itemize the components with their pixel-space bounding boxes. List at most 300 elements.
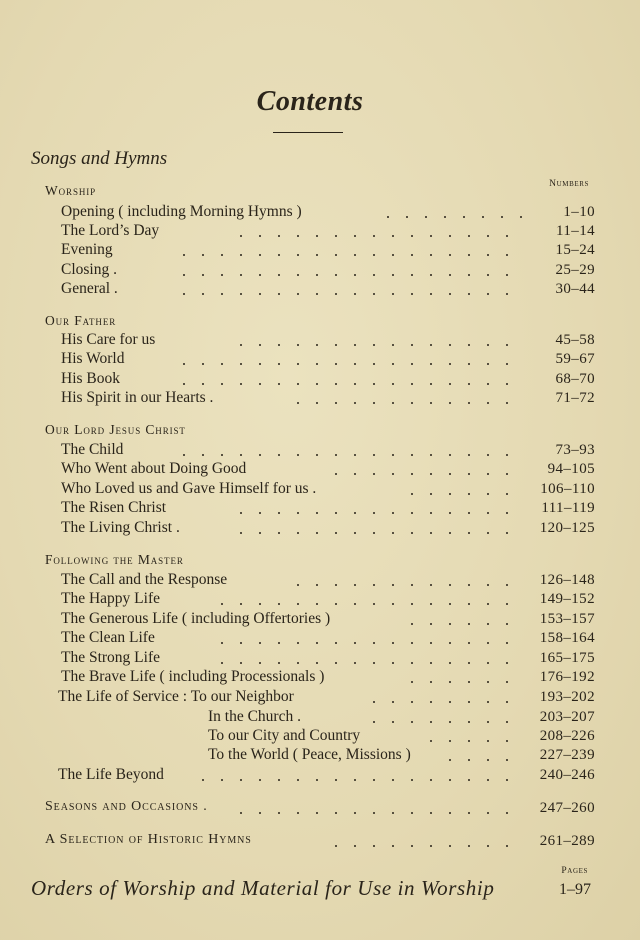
entry-label: The Life Beyond bbox=[58, 766, 164, 783]
leader-dot bbox=[392, 402, 394, 404]
toc-entry bbox=[45, 649, 595, 669]
leader-dot bbox=[278, 383, 280, 385]
entry-label: General . bbox=[61, 280, 118, 297]
leader-dot bbox=[392, 454, 394, 456]
leader-dot bbox=[240, 512, 242, 514]
entry-label: Who Loved us and Gave Himself for us . bbox=[61, 480, 317, 497]
toc-entry bbox=[45, 519, 595, 539]
entry-label: The Strong Life bbox=[61, 649, 161, 666]
leader-dot bbox=[278, 662, 280, 664]
leader-dot bbox=[487, 701, 489, 703]
leader-dot bbox=[221, 603, 223, 605]
leader-dot bbox=[259, 454, 261, 456]
leader-dot bbox=[430, 254, 432, 256]
leader-dot bbox=[430, 293, 432, 295]
leader-dot bbox=[297, 642, 299, 644]
leader-dot bbox=[430, 512, 432, 514]
leader-dot bbox=[449, 402, 451, 404]
leader-dot bbox=[449, 812, 451, 814]
toc-entry bbox=[45, 350, 595, 370]
leader-dot bbox=[335, 363, 337, 365]
leader-dot bbox=[259, 779, 261, 781]
leader-dot bbox=[316, 344, 318, 346]
leader-dot bbox=[240, 812, 242, 814]
leader-dot bbox=[373, 293, 375, 295]
leader-dot bbox=[449, 681, 451, 683]
leader-dot bbox=[392, 721, 394, 723]
leader-dot bbox=[506, 493, 508, 495]
leader-dot bbox=[449, 473, 451, 475]
entry-label: Who Went about Doing Good bbox=[61, 460, 247, 477]
leader-dot bbox=[259, 512, 261, 514]
leader-dot bbox=[506, 603, 508, 605]
leader-dot bbox=[411, 681, 413, 683]
leader-dot bbox=[487, 454, 489, 456]
leader-dot bbox=[335, 293, 337, 295]
leader-dot bbox=[392, 642, 394, 644]
entry-range: 111–119 bbox=[541, 500, 595, 516]
leader-dot bbox=[259, 293, 261, 295]
leader-dot bbox=[316, 254, 318, 256]
leader-dot bbox=[487, 759, 489, 761]
leader-dot bbox=[259, 662, 261, 664]
leader-dot bbox=[354, 274, 356, 276]
leader-dot bbox=[354, 363, 356, 365]
leader-dot bbox=[316, 363, 318, 365]
toc-entry bbox=[45, 261, 595, 281]
leader-dot bbox=[297, 532, 299, 534]
entry-range: 153–157 bbox=[539, 611, 595, 627]
leader-dot bbox=[506, 701, 508, 703]
leader-dot bbox=[430, 642, 432, 644]
leader-dot bbox=[411, 363, 413, 365]
leader-dot bbox=[278, 454, 280, 456]
leader-dot bbox=[354, 402, 356, 404]
leader-dot bbox=[506, 759, 508, 761]
leader-dot bbox=[430, 383, 432, 385]
leader-dot bbox=[449, 344, 451, 346]
leader-dot bbox=[297, 512, 299, 514]
leader-dot bbox=[411, 779, 413, 781]
leader-dot bbox=[487, 740, 489, 742]
leader-dot bbox=[506, 473, 508, 475]
group-heading-our-lord-jesus-christ: Our Lord Jesus Christ bbox=[45, 422, 186, 437]
page-title: Contents bbox=[256, 86, 364, 117]
leader-dot bbox=[392, 363, 394, 365]
leader-dot bbox=[316, 402, 318, 404]
leader-dot bbox=[487, 293, 489, 295]
leader-dot bbox=[240, 293, 242, 295]
leader-dot bbox=[425, 216, 427, 218]
leader-dot bbox=[468, 812, 470, 814]
entry-label: The Brave Life ( including Processionals ) bbox=[61, 668, 325, 685]
footer-title: Orders of Worship and Material for Use in Worship bbox=[31, 876, 495, 900]
leader-dot bbox=[430, 493, 432, 495]
entry-range: 1–10 bbox=[563, 204, 595, 220]
leader-dot bbox=[468, 454, 470, 456]
leader-dot bbox=[506, 740, 508, 742]
leader-dot bbox=[468, 532, 470, 534]
section-title: Songs and Hymns bbox=[31, 148, 168, 169]
leader-dot bbox=[297, 402, 299, 404]
leader-dot bbox=[297, 603, 299, 605]
leader-dot bbox=[411, 512, 413, 514]
leader-dot bbox=[411, 293, 413, 295]
leader-dot bbox=[487, 402, 489, 404]
leader-dot bbox=[392, 254, 394, 256]
leader-dot bbox=[411, 603, 413, 605]
leader-dot bbox=[183, 254, 185, 256]
leader-dot bbox=[392, 512, 394, 514]
entry-label: The Life of Service : To our Neighbor bbox=[58, 688, 294, 705]
leader-dot bbox=[506, 344, 508, 346]
toc-entry bbox=[45, 708, 595, 728]
leader-dot bbox=[354, 383, 356, 385]
leader-dot bbox=[430, 779, 432, 781]
leader-dot bbox=[278, 293, 280, 295]
toc-entry bbox=[45, 370, 595, 390]
entry-label: Seasons and Occasions . bbox=[45, 799, 208, 814]
leader-dot bbox=[297, 363, 299, 365]
leader-dot bbox=[240, 662, 242, 664]
leader-dot bbox=[335, 254, 337, 256]
leader-dot bbox=[297, 235, 299, 237]
leader-dot bbox=[449, 721, 451, 723]
leader-dot bbox=[202, 293, 204, 295]
entry-label: The Happy Life bbox=[61, 590, 160, 607]
leader-dot bbox=[430, 812, 432, 814]
entry-range: 158–164 bbox=[539, 630, 595, 646]
leader-dot bbox=[449, 532, 451, 534]
leader-dot bbox=[487, 473, 489, 475]
leader-dot bbox=[202, 363, 204, 365]
leader-dot bbox=[373, 473, 375, 475]
toc-entry bbox=[45, 280, 595, 300]
leader-dot bbox=[392, 584, 394, 586]
leader-dot bbox=[221, 642, 223, 644]
leader-dot bbox=[468, 293, 470, 295]
leader-dot bbox=[487, 383, 489, 385]
toc-entry bbox=[45, 766, 595, 786]
leader-dot bbox=[411, 383, 413, 385]
leader-dot bbox=[354, 779, 356, 781]
group-heading-worship: Worship bbox=[45, 183, 97, 198]
entry-label: To the World ( Peace, Missions ) bbox=[208, 746, 411, 763]
leader-dot bbox=[278, 363, 280, 365]
leader-dot bbox=[506, 623, 508, 625]
leader-dot bbox=[449, 493, 451, 495]
leader-dot bbox=[373, 603, 375, 605]
leader-dot bbox=[335, 512, 337, 514]
leader-dot bbox=[335, 454, 337, 456]
leader-dot bbox=[506, 681, 508, 683]
leader-dot bbox=[240, 532, 242, 534]
entry-label: The Lord’s Day bbox=[61, 222, 160, 239]
leader-dot bbox=[449, 740, 451, 742]
leader-dot bbox=[430, 662, 432, 664]
leader-dot bbox=[335, 812, 337, 814]
leader-dot bbox=[506, 454, 508, 456]
leader-dot bbox=[354, 512, 356, 514]
leader-dot bbox=[297, 584, 299, 586]
leader-dot bbox=[354, 254, 356, 256]
leader-dot bbox=[468, 473, 470, 475]
leader-dot bbox=[468, 845, 470, 847]
leader-dot bbox=[449, 454, 451, 456]
leader-dot bbox=[449, 512, 451, 514]
group-heading-our-father: Our Father bbox=[45, 313, 117, 328]
pages-column-label: Pages bbox=[561, 866, 588, 876]
leader-dot bbox=[487, 845, 489, 847]
leader-dot bbox=[506, 254, 508, 256]
leader-dot bbox=[449, 662, 451, 664]
leader-dot bbox=[468, 344, 470, 346]
leader-dot bbox=[316, 642, 318, 644]
entry-range: 126–148 bbox=[539, 572, 595, 588]
leader-dot bbox=[487, 363, 489, 365]
leader-dot bbox=[392, 293, 394, 295]
leader-dot bbox=[449, 701, 451, 703]
leader-dot bbox=[430, 701, 432, 703]
leader-dot bbox=[373, 584, 375, 586]
leader-dot bbox=[297, 254, 299, 256]
leader-dot bbox=[316, 603, 318, 605]
entry-label: The Living Christ . bbox=[61, 519, 180, 536]
leader-dot bbox=[406, 216, 408, 218]
leader-dot bbox=[392, 812, 394, 814]
leader-dot bbox=[506, 845, 508, 847]
leader-dot bbox=[487, 235, 489, 237]
leader-dot bbox=[430, 681, 432, 683]
leader-dot bbox=[373, 402, 375, 404]
entry-range: 165–175 bbox=[539, 650, 595, 666]
leader-dot bbox=[430, 363, 432, 365]
toc-entry bbox=[45, 688, 595, 708]
leader-dot bbox=[278, 532, 280, 534]
leader-dot bbox=[392, 383, 394, 385]
entry-label: The Clean Life bbox=[61, 629, 155, 646]
entry-range: 45–58 bbox=[555, 332, 595, 348]
toc-entry bbox=[45, 441, 595, 461]
leader-dot bbox=[297, 383, 299, 385]
leader-dot bbox=[449, 584, 451, 586]
leader-dot bbox=[297, 779, 299, 781]
leader-dot bbox=[259, 532, 261, 534]
entry-range: 71–72 bbox=[555, 390, 595, 406]
leader-dot bbox=[430, 454, 432, 456]
leader-dot bbox=[202, 383, 204, 385]
leader-dot bbox=[411, 623, 413, 625]
leader-dot bbox=[316, 274, 318, 276]
leader-dot bbox=[449, 642, 451, 644]
entry-label: The Child bbox=[61, 441, 124, 458]
leader-dot bbox=[354, 603, 356, 605]
leader-dot bbox=[449, 779, 451, 781]
leader-dot bbox=[520, 216, 522, 218]
entry-label: His World bbox=[61, 350, 125, 367]
leader-dot bbox=[316, 512, 318, 514]
leader-dot bbox=[354, 293, 356, 295]
leader-dot bbox=[202, 274, 204, 276]
leader-dot bbox=[430, 532, 432, 534]
leader-dot bbox=[240, 603, 242, 605]
leader-dot bbox=[449, 383, 451, 385]
entry-range: 227–239 bbox=[539, 747, 595, 763]
leader-dot bbox=[297, 454, 299, 456]
leader-dot bbox=[468, 603, 470, 605]
toc-entry bbox=[45, 832, 595, 852]
leader-dot bbox=[259, 383, 261, 385]
leader-dot bbox=[506, 402, 508, 404]
leader-dot bbox=[506, 363, 508, 365]
leader-dot bbox=[335, 642, 337, 644]
leader-dot bbox=[259, 235, 261, 237]
leader-dot bbox=[430, 721, 432, 723]
leader-dot bbox=[278, 274, 280, 276]
leader-dot bbox=[468, 254, 470, 256]
leader-dot bbox=[183, 383, 185, 385]
leader-dot bbox=[354, 454, 356, 456]
leader-dot bbox=[468, 701, 470, 703]
toc-entry bbox=[45, 590, 595, 610]
leader-dot bbox=[240, 363, 242, 365]
leader-dot bbox=[354, 532, 356, 534]
leader-dot bbox=[449, 293, 451, 295]
entry-range: 176–192 bbox=[539, 669, 595, 685]
entry-label: His Spirit in our Hearts . bbox=[61, 389, 214, 406]
entry-label: His Care for us bbox=[61, 331, 156, 348]
leader-dot bbox=[335, 402, 337, 404]
leader-dot bbox=[278, 779, 280, 781]
leader-dot bbox=[468, 402, 470, 404]
leader-dot bbox=[316, 293, 318, 295]
leader-dot bbox=[335, 779, 337, 781]
leader-dot bbox=[392, 701, 394, 703]
entry-range: 149–152 bbox=[539, 591, 595, 607]
leader-dot bbox=[221, 779, 223, 781]
leader-dot bbox=[506, 532, 508, 534]
entry-range: 25–29 bbox=[555, 262, 595, 278]
leader-dot bbox=[354, 473, 356, 475]
leader-dot bbox=[183, 363, 185, 365]
leader-dot bbox=[487, 681, 489, 683]
leader-dot bbox=[278, 235, 280, 237]
leader-dot bbox=[259, 344, 261, 346]
leader-dot bbox=[373, 642, 375, 644]
toc-entry bbox=[45, 460, 595, 480]
leader-dot bbox=[444, 216, 446, 218]
toc-entry bbox=[45, 746, 595, 766]
leader-dot bbox=[487, 512, 489, 514]
entry-range: 73–93 bbox=[555, 442, 595, 458]
leader-dot bbox=[430, 235, 432, 237]
leader-dot bbox=[335, 845, 337, 847]
entry-label: To our City and Country bbox=[208, 727, 361, 744]
leader-dot bbox=[430, 274, 432, 276]
leader-dot bbox=[487, 344, 489, 346]
entry-label: His Book bbox=[61, 370, 120, 387]
entry-range: 240–246 bbox=[539, 767, 595, 783]
entry-range: 208–226 bbox=[539, 728, 595, 744]
leader-dot bbox=[297, 812, 299, 814]
leader-dot bbox=[354, 845, 356, 847]
entry-label: The Risen Christ bbox=[61, 499, 167, 516]
leader-dot bbox=[468, 642, 470, 644]
leader-dot bbox=[316, 454, 318, 456]
leader-dot bbox=[392, 845, 394, 847]
leader-dot bbox=[373, 701, 375, 703]
entry-range: 203–207 bbox=[539, 709, 595, 725]
leader-dot bbox=[297, 662, 299, 664]
toc-entry bbox=[45, 389, 595, 409]
leader-dot bbox=[221, 662, 223, 664]
leader-dot bbox=[430, 623, 432, 625]
leader-dot bbox=[411, 845, 413, 847]
leader-dot bbox=[487, 493, 489, 495]
entry-range: 120–125 bbox=[539, 520, 595, 536]
leader-dot bbox=[259, 274, 261, 276]
entry-range: 11–14 bbox=[556, 223, 595, 239]
leader-dot bbox=[240, 344, 242, 346]
leader-dot bbox=[316, 532, 318, 534]
leader-dot bbox=[449, 603, 451, 605]
leader-dot bbox=[221, 454, 223, 456]
toc-entry bbox=[45, 499, 595, 519]
leader-dot bbox=[354, 584, 356, 586]
leader-dot bbox=[468, 363, 470, 365]
leader-dot bbox=[316, 235, 318, 237]
leader-dot bbox=[373, 662, 375, 664]
leader-dot bbox=[506, 512, 508, 514]
leader-dot bbox=[411, 532, 413, 534]
leader-dot bbox=[411, 662, 413, 664]
entry-range: 106–110 bbox=[540, 481, 595, 497]
leader-dot bbox=[468, 740, 470, 742]
entry-label: In the Church . bbox=[208, 708, 301, 725]
leader-dot bbox=[373, 721, 375, 723]
leader-dot bbox=[392, 473, 394, 475]
leader-dot bbox=[468, 493, 470, 495]
leader-dot bbox=[411, 812, 413, 814]
leader-dot bbox=[487, 812, 489, 814]
leader-dot bbox=[373, 383, 375, 385]
leader-dot bbox=[411, 701, 413, 703]
leader-dot bbox=[278, 512, 280, 514]
leader-dot bbox=[373, 254, 375, 256]
leader-dot bbox=[411, 642, 413, 644]
dot-leader bbox=[45, 241, 515, 261]
leader-dot bbox=[373, 363, 375, 365]
leader-dot bbox=[482, 216, 484, 218]
leader-dot bbox=[411, 584, 413, 586]
toc-entry bbox=[45, 241, 595, 261]
entry-label: Closing . bbox=[61, 261, 117, 278]
leader-dot bbox=[506, 274, 508, 276]
leader-dot bbox=[430, 845, 432, 847]
leader-dot bbox=[278, 642, 280, 644]
leader-dot bbox=[392, 662, 394, 664]
entry-range: 94–105 bbox=[547, 461, 595, 477]
leader-dot bbox=[278, 603, 280, 605]
entry-range: 247–260 bbox=[539, 800, 595, 816]
leader-dot bbox=[506, 584, 508, 586]
leader-dot bbox=[468, 623, 470, 625]
leader-dot bbox=[468, 779, 470, 781]
leader-dot bbox=[335, 662, 337, 664]
entry-range: 30–44 bbox=[555, 281, 595, 297]
leader-dot bbox=[240, 779, 242, 781]
leader-dot bbox=[506, 662, 508, 664]
